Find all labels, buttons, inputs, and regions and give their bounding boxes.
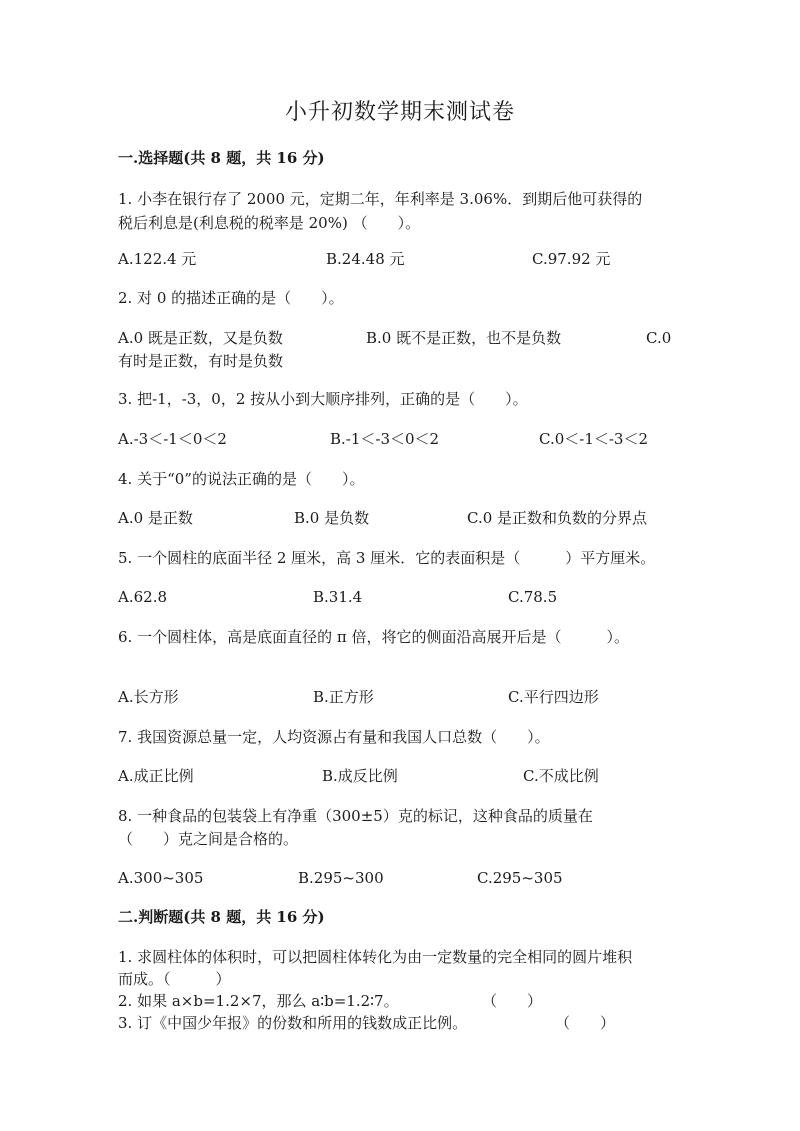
question-4-option-a: A.0 是正数: [118, 509, 193, 527]
section-heading-judgment: 二.判断题(共 8 题，共 16 分): [118, 908, 325, 926]
question-7-option-c: C.不成比例: [523, 767, 599, 785]
judgment-1-line-1: 1. 求圆柱体的体积时，可以把圆柱体转化为由一定数量的完全相同的圆片堆积: [118, 948, 633, 966]
judgment-2-text: 2. 如果 a×b=1.2×7，那么 a∶b=1.2∶7。: [118, 992, 399, 1010]
question-5-line-1: 5. 一个圆柱的底面半径 2 厘米，高 3 厘米．它的表面积是（ ）平方厘米。: [118, 549, 656, 567]
question-5-option-a: A.62.8: [118, 588, 167, 606]
question-8-line-2: （ ）克之间是合格的。: [118, 830, 299, 848]
judgment-1-line-2: 而成。（ ）: [118, 970, 231, 988]
judgment-3-answer-blank: （ ）: [555, 1014, 616, 1032]
question-1-line-1: 1. 小李在银行存了 2000 元，定期二年，年利率是 3.06%．到期后他可获得的: [118, 190, 643, 208]
page-title: 小升初数学期末测试卷: [284, 100, 515, 125]
question-7-line-1: 7. 我国资源总量一定，人均资源占有量和我国人口总数（ ）。: [118, 728, 550, 746]
question-3-option-a: A.-3＜-1＜0＜2: [118, 430, 227, 448]
question-4-option-c: C.0 是正数和负数的分界点: [467, 509, 648, 527]
question-3-line-1: 3. 把-1，-3，0，2 按从小到大顺序排列，正确的是（ ）。: [118, 390, 528, 408]
question-1-option-c: C.97.92 元: [532, 250, 611, 268]
question-1-line-2: 税后利息是(利息税的税率是 20%) （ ）。: [118, 214, 421, 232]
question-2-line-1: 2. 对 0 的描述正确的是（ ）。: [118, 289, 344, 307]
question-2-option-b: B.0 既不是正数，也不是负数: [366, 329, 562, 347]
question-8-line-1: 8. 一种食品的包装袋上有净重（300±5）克的标记，这种食品的质量在: [118, 807, 593, 825]
judgment-3-text: 3. 订《中国少年报》的份数和所用的钱数成正比例。: [118, 1014, 468, 1032]
question-6-line-1: 6. 一个圆柱体，高是底面直径的 π 倍，将它的侧面沿高展开后是（ ）。: [118, 628, 629, 646]
question-6-option-c: C.平行四边形: [508, 688, 599, 706]
question-7-option-b: B.成反比例: [322, 767, 398, 785]
question-4-option-b: B.0 是负数: [294, 509, 370, 527]
question-8-option-b: B.295~300: [298, 869, 384, 887]
question-2-option-a: A.0 既是正数，又是负数: [118, 329, 283, 347]
question-2-option-c-cont: 有时是正数，有时是负数: [118, 352, 284, 370]
question-1-option-b: B.24.48 元: [326, 250, 405, 268]
question-7-option-a: A.成正比例: [118, 767, 194, 785]
question-4-line-1: 4. 关于“0”的说法正确的是（ ）。: [118, 470, 365, 488]
question-2-option-c: C.0: [646, 329, 672, 347]
question-6-option-a: A.长方形: [118, 688, 179, 706]
judgment-2-answer-blank: （ ）: [482, 992, 543, 1010]
question-8-option-c: C.295~305: [477, 869, 563, 887]
question-5-option-c: C.78.5: [508, 588, 558, 606]
question-6-option-b: B.正方形: [313, 688, 374, 706]
question-3-option-c: C.0＜-1＜-3＜2: [539, 430, 649, 448]
question-3-option-b: B.-1＜-3＜0＜2: [330, 430, 440, 448]
question-1-option-a: A.122.4 元: [118, 250, 197, 268]
question-5-option-b: B.31.4: [313, 588, 363, 606]
section-heading-choice: 一.选择题(共 8 题，共 16 分): [118, 149, 325, 167]
question-8-option-a: A.300~305: [118, 869, 204, 887]
